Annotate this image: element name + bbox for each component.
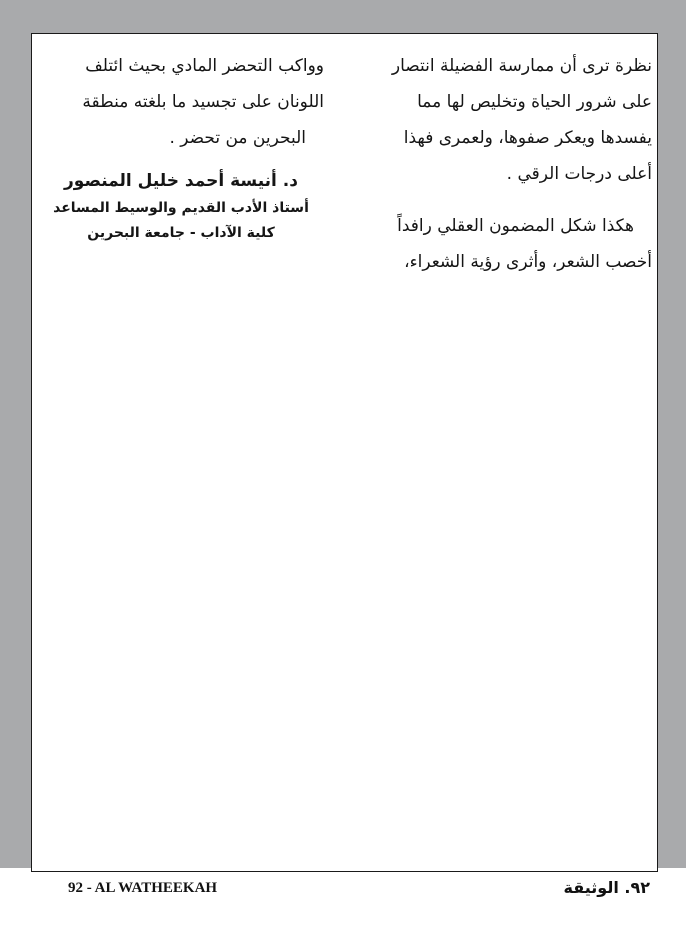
text-line: هكذا شكل المضمون العقلي رافداً: [397, 216, 634, 236]
author-name: د. أنيسة أحمد خليل المنصور: [64, 171, 298, 191]
text-line: اللونان على تجسيد ما بلغته منطقة: [82, 92, 324, 112]
left-text-column: [38, 48, 324, 246]
footer-page-label-arabic: ٩٢. الوثيقة: [563, 878, 650, 897]
text-line: أخصب الشعر، وأثرى رؤية الشعراء،: [404, 252, 652, 272]
text-line: على شرور الحياة وتخليص لها مما: [417, 92, 652, 112]
text-line: أعلى درجات الرقي .: [506, 164, 652, 184]
text-line: يفسدها ويعكر صفوها، ولعمرى فهذا: [403, 128, 652, 148]
footer-page-label-latin: 92 - AL WATHEEKAH: [68, 880, 218, 896]
author-affiliation-title: أستاذ الأدب القديم والوسيط المساعد: [53, 200, 309, 216]
text-line: نظرة ترى أن ممارسة الفضيلة انتصار: [391, 56, 652, 76]
author-affiliation-institution: كلية الآداب - جامعة البحرين: [87, 225, 275, 241]
text-line: البحرين من تحضر .: [169, 128, 306, 148]
right-text-column: [352, 48, 652, 280]
text-line: وواكب التحضر المادي بحيث ائتلف: [85, 56, 324, 76]
